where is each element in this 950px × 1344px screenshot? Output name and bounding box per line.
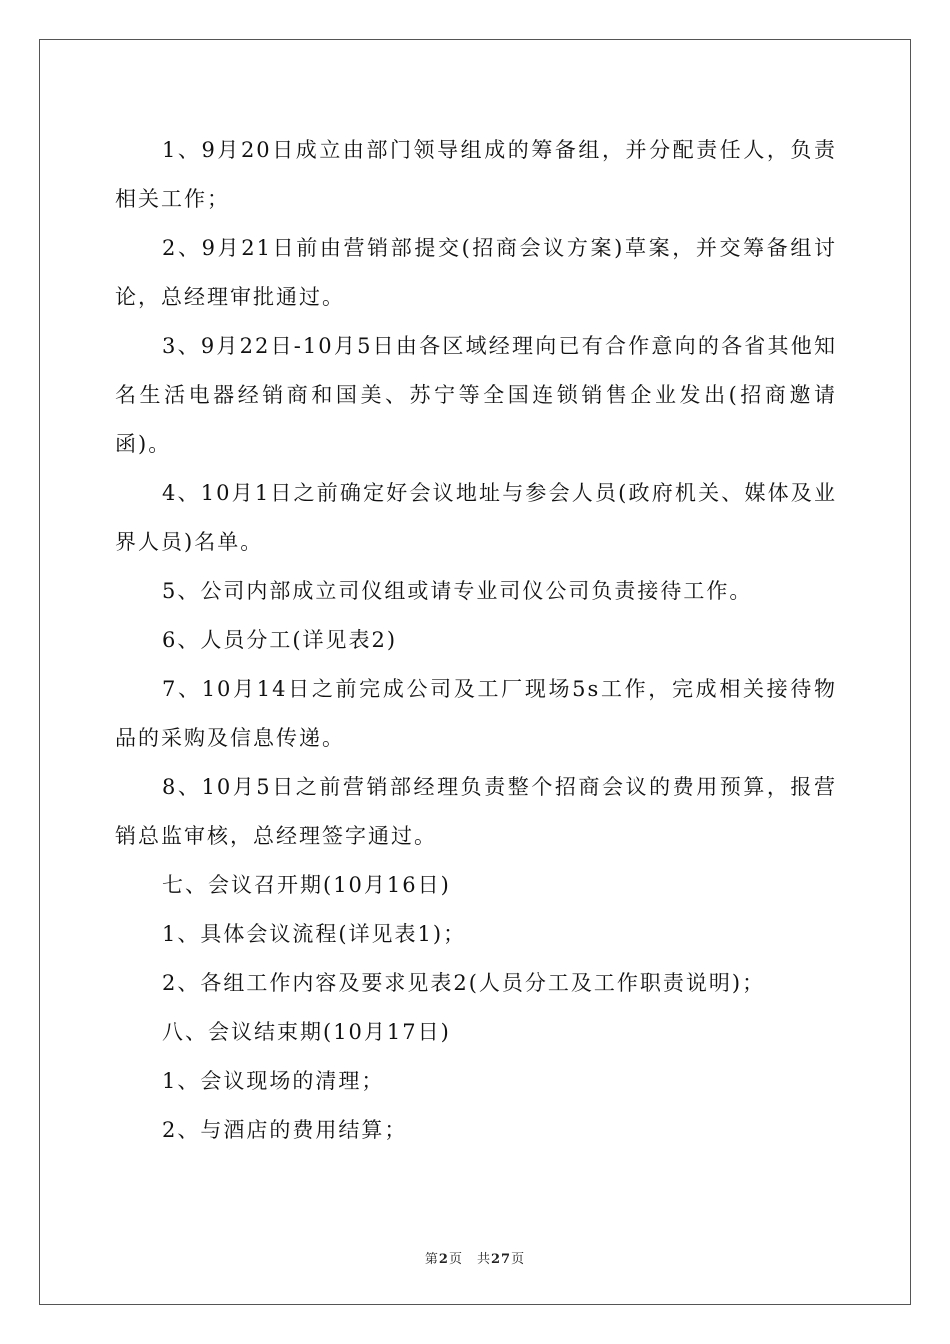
paragraph: 5、公司内部成立司仪组或请专业司仪公司负责接待工作。 — [162, 579, 753, 603]
paragraph: 2、与酒店的费用结算； — [162, 1118, 408, 1142]
paragraph: 1、具体会议流程(详见表1)； — [162, 922, 467, 946]
document-body — [115, 126, 837, 1155]
section-heading: 八、会议结束期(10月17日) — [162, 1020, 451, 1044]
page-footer — [0, 1248, 950, 1267]
paragraph: 7、10月14日之前完成公司及工厂现场5s工作，完成相关接待物品的采购及信息传递。 — [115, 677, 837, 750]
page-suffix: 页 — [448, 1252, 463, 1267]
total-pages: 27 — [490, 1252, 512, 1267]
paragraph: 1、会议现场的清理； — [162, 1069, 385, 1093]
paragraph: 3、9月22日-10月5日由各区域经理向已有合作意向的各省其他知名生活电器经销商和国美、苏宁等全国连锁销售企业发出(招商邀请函)。 — [115, 334, 837, 456]
section-heading: 七、会议召开期(10月16日) — [162, 873, 451, 897]
paragraph: 6、人员分工(详见表2) — [162, 628, 398, 652]
paragraph: 1、9月20日成立由部门领导组成的筹备组，并分配责任人，负责相关工作； — [115, 138, 837, 211]
page-prefix: 第 — [424, 1252, 439, 1267]
total-prefix: 共 — [476, 1252, 491, 1267]
page-number: 2 — [438, 1252, 449, 1267]
paragraph: 8、10月5日之前营销部经理负责整个招商会议的费用预算，报营销总监审核，总经理签字通过。 — [115, 775, 837, 848]
paragraph: 2、9月21日前由营销部提交(招商会议方案)草案，并交筹备组讨论，总经理审批通过。 — [115, 236, 837, 309]
paragraph: 2、各组工作内容及要求见表2(人员分工及工作职责说明)； — [162, 971, 766, 995]
paragraph: 4、10月1日之前确定好会议地址与参会人员(政府机关、媒体及业界人员)名单。 — [115, 481, 837, 554]
total-suffix: 页 — [511, 1252, 526, 1267]
